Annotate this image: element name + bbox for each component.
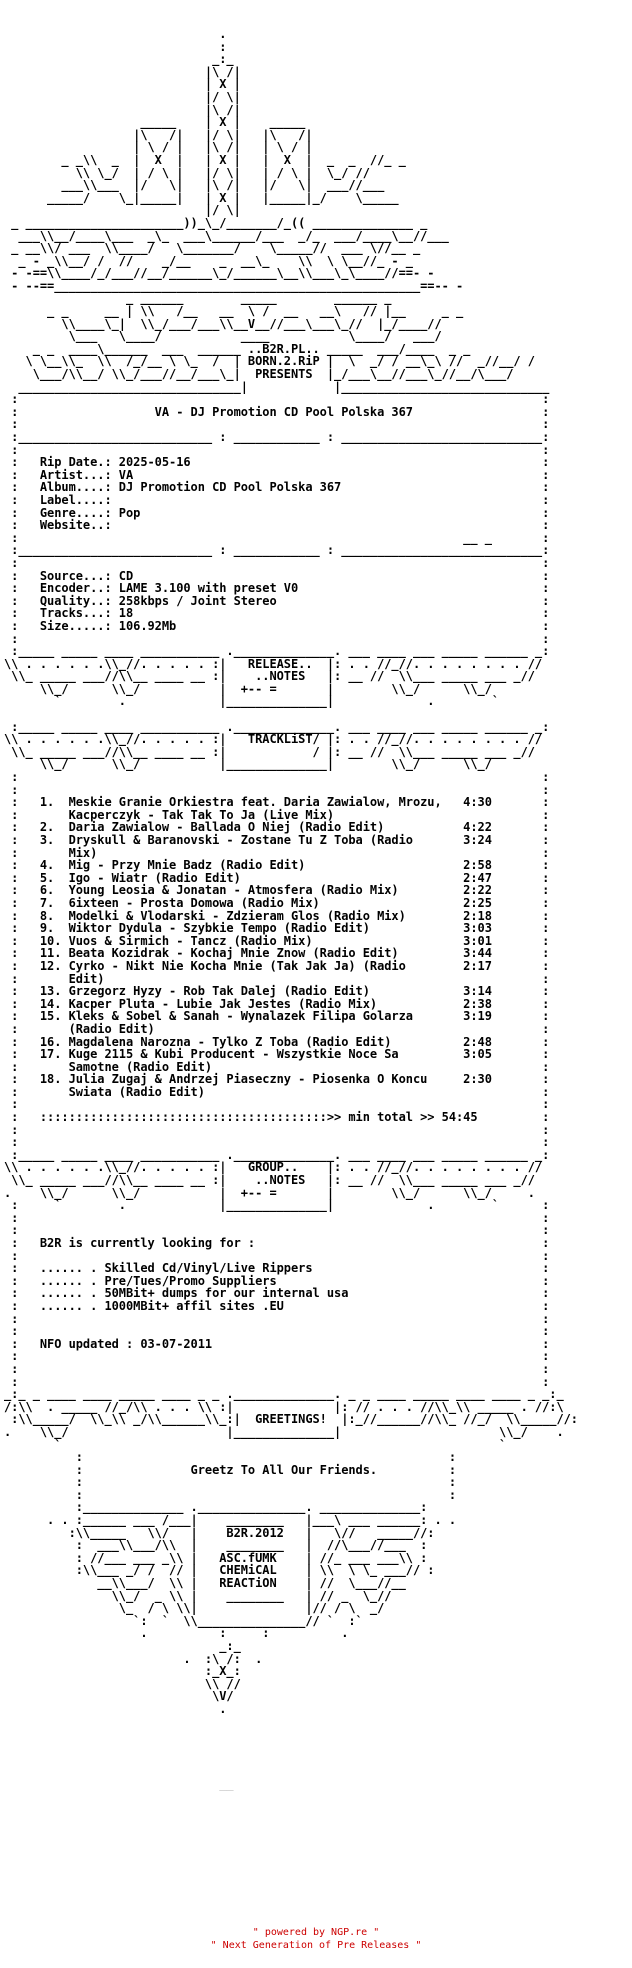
nfo-line: `: ` \\_______________// ` :`: [4, 1613, 363, 1628]
nfo-line: :___________________________ : ____________ : ____________________________:: [4, 543, 550, 558]
nfo-line: : Tracks...: 18 :: [4, 606, 550, 621]
nfo-line: : ...... . 1000MBit+ affil sites .EU :: [4, 1298, 550, 1313]
nfo-line: : 12. Cyrko - Nikt Nie Kocha Mnie (Tak Jak Ja) (Radio 2:17 :: [4, 958, 550, 973]
nfo-line: _____/ \_|_____| | X | |_____|_/ \_____: [4, 190, 399, 205]
nfo-line: : 11. Beata Kozidrak - Kochaj Mnie Znow (Radio Edit) 3:44 :: [4, 946, 550, 961]
nfo-line: : :: [4, 1223, 550, 1238]
nfo-line: : ...... . Skilled Cd/Vinyl/Live Rippers :: [4, 1261, 550, 1276]
nfo-line: _:_: [4, 52, 234, 67]
nfo-line: :: [4, 39, 227, 54]
nfo-line: : 17. Kuge 2115 & Kubi Producent - Wszystkie Noce Sa 3:05 :: [4, 1047, 550, 1062]
nfo-line: : :: [4, 555, 550, 570]
nfo-line: . . :______ ___ /___| ________ |___\ ___ ______: . .: [4, 1513, 457, 1528]
nfo-line: : 13. Grzegorz Hyzy - Rob Tak Dalej (Radio Edit) 3:14 :: [4, 984, 550, 999]
nfo-line: : :: [4, 782, 550, 797]
nfo-line: . :\ /: .: [4, 1651, 263, 1666]
nfo-line: _ ______________________))_\_/_______/_(( ______________ _: [4, 215, 428, 230]
nfo-line: : Edit) :: [4, 971, 550, 986]
nfo-line: _:_: [4, 1639, 241, 1653]
nfo-line: |\ /|: [4, 64, 241, 79]
nfo-line: \V/: [4, 1689, 234, 1704]
nfo-line: : //___ ___ _\\ | ASC.fUMK | //_ ___ ___\\ :: [4, 1550, 428, 1565]
nfo-line: : 7. 6ixteen - Prosta Domowa (Radio Mix) 2:25 :: [4, 895, 550, 910]
nfo-line: : :: [4, 1349, 550, 1364]
nfo-line: : Rip Date.: 2025-05-16 :: [4, 455, 550, 470]
nfo-line: : 9. Wiktor Dydula - Szybkie Tempo (Radio Edit) 3:03 :: [4, 921, 550, 936]
nfo-line: : :: [4, 1097, 550, 1112]
nfo-line: :_____ _____ ____ ___________ .______________. ___ ____ ___ _____ ______ _:: [4, 1147, 550, 1162]
nfo-line: ` . |______________| . `: [4, 694, 500, 709]
nfo-line: \\____\_| \\_/___/___\\__V__//___\___\_// |_/____//: [4, 316, 442, 331]
nfo-line: __\\___/ \\ | REACTiON | // \___//__: [4, 1576, 406, 1591]
nfo-line: : 6. Young Leosia & Jonatan - Atmosfera (Radio Mix) 2:22 :: [4, 883, 550, 898]
nfo-line: :\\___ _/ / // | CHEMiCAL | \\ \ \_ ___// :: [4, 1563, 435, 1578]
nfo-line: : :: [4, 1122, 550, 1137]
nfo-line: | X |: [4, 77, 241, 92]
nfo-line: : NFO updated : 03-07-2011 :: [4, 1336, 550, 1351]
nfo-line: \\_ _____ ___//\\__ ____ __ :| ..NOTES |: __ // \\___ _____ ___ _//: [4, 669, 535, 684]
nfo-line: . \\_/ |______________| \\_/ .: [4, 1424, 564, 1439]
nfo-line: \\ \_/ | / \ | |/ \| | / \ | \_/ //: [4, 165, 378, 180]
nfo-line: : Encoder..: LAME 3.100 with preset V0 :: [4, 581, 550, 596]
nfo-line: - -==\\____/_/___//__/______\_/______\__\\___\_\____//==- -: [4, 266, 435, 281]
footer-tagline: " Next Generation of Pre Releases ": [210, 1940, 422, 1951]
nfo-line: :_____ _____ ____ ___________ .______________. ___ ____ ___ _____ ______ _:: [4, 719, 550, 734]
nfo-line: \\_ _____ ___//\\__ ____ __ :| / |: __ // \\___ _____ ___ _//: [4, 744, 535, 759]
nfo-line: : :: [4, 1210, 550, 1225]
nfo-line: .: [4, 28, 227, 41]
nfo-line: : Label....: :: [4, 492, 550, 507]
nfo-line: . : : .: [4, 1626, 349, 1641]
nfo-line: : ...... . Pre/Tues/Promo Suppliers :: [4, 1273, 550, 1288]
nfo-line: _ - _\\__/ / // _/__ _ __\_ \\ \ \__//_ - _: [4, 253, 413, 268]
nfo-line: _______________________________| |_____________________________: [4, 379, 550, 394]
nfo-line: \\_/ _ \\ | ________ | // _ \_//: [4, 1588, 392, 1603]
nfo-line: :___________________________ : ____________ : ____________________________:: [4, 430, 550, 444]
nfo-line: : ` . |______________| . ` :: [4, 1198, 550, 1213]
nfo-line: | \ / | |\ /| | \ / |: [4, 140, 313, 155]
nfo-line: : :: [4, 1487, 457, 1502]
nfo-line: \_ / \ \\| |// / \ _/: [4, 1601, 385, 1616]
nfo-line: : ::::::::::::::::::::::::::::::::::::::::>> min total >> 54:45 :: [4, 1110, 550, 1125]
nfo-line: : Album....: DJ Promotion CD Pool Polska 367 :: [4, 480, 550, 495]
nfo-line: _ ______ _____ ______ _: [4, 291, 392, 306]
nfo-line: :______________ ._______________. ______________:: [4, 1500, 428, 1515]
nfo-line: : (Radio Edit) :: [4, 1021, 550, 1036]
nfo-line: : B2R is currently looking for : :: [4, 1236, 550, 1250]
nfo-line: : :: [4, 1475, 457, 1490]
nfo-line: : :: [4, 1374, 550, 1389]
nfo-line: : 1. Meskie Granie Orkiestra feat. Daria Zawialow, Mrozu, 4:30 :: [4, 795, 550, 810]
nfo-line: _____ | X | _____: [4, 115, 306, 130]
nfo-line: : Swiata (Radio Edit) :: [4, 1084, 550, 1099]
nfo-line: : Kacperczyk - Tak Tak To Ja (Live Mix) :: [4, 807, 550, 822]
nfo-line: /:\\ . _____ //_/\\ . . . \\ :| |: // . . . //\\_\\ _____ . //:\: [4, 1399, 564, 1414]
nfo-line: : ___\\___/\\ | ________ | //\___//___ :: [4, 1538, 428, 1553]
nfo-line: _ __\\/ ___ \\____/ \_______/ \_____// ___ \//__ _: [4, 241, 421, 256]
nfo-line: : 15. Kleks & Sobel & Sanah - Wynalazek Filipa Golarza 3:19 :: [4, 1009, 550, 1024]
nfo-line: - --==___________________________________________________==-- -: [4, 278, 464, 293]
nfo-line: _ _ __ | \\ /__ __ \ / __ __\ // |__ _ _: [4, 304, 464, 319]
nfo-line: \\ //: [4, 1676, 241, 1691]
nfo-line: _:_ _ ____ ____ _____ ____ _ _ .______________. _ _ ____ _____ ____ ____ _ _:_: [4, 1387, 564, 1402]
nfo-line: : Website..: :: [4, 518, 550, 533]
nfo-line: : :: [4, 1361, 550, 1376]
footer: [0, 1926, 632, 1952]
nfo-line: |\ /| |/ \| |\ /|: [4, 127, 313, 142]
nfo-line: |/ \|: [4, 203, 241, 218]
nfo-line: \___/\\__/ \\_/___//__/___\_| PRESENTS |_/___\__//___\_//__/\___/: [4, 367, 514, 382]
nfo-line: : Genre....: Pop :: [4, 505, 550, 520]
nfo-line: : 2. Daria Zawialow - Ballada O Niej (Radio Edit) 4:22 :: [4, 820, 550, 835]
nfo-line: : Mix) :: [4, 845, 550, 860]
nfo-line: : :: [4, 1135, 550, 1150]
nfo-ascii-art: [4, 28, 628, 1791]
nfo-line: \\_/ \\_/ | +-- = | \\_/ \\_/: [4, 681, 492, 696]
nfo-line: : :: [4, 442, 550, 457]
nfo-line: : Size.....: 106.92Mb :: [4, 618, 550, 633]
nfo-line: : Greetz To All Our Friends. :: [4, 1462, 457, 1477]
nfo-line: : 8. Modelki & Vlodarski - Zdzieram Glos (Radio Mix) 2:18 :: [4, 908, 550, 923]
nfo-line: : __ _ :: [4, 530, 550, 545]
nfo-line: : :: [4, 392, 550, 407]
nfo-line: |/ \|: [4, 89, 241, 104]
nfo-line: :_X_:: [4, 1664, 241, 1679]
nfo-line: : 4. Mig - Przy Mnie Badz (Radio Edit) 2:58 :: [4, 858, 550, 873]
nfo-line: : :: [4, 1248, 550, 1263]
nfo-line: : VA - DJ Promotion CD Pool Polska 367 :: [4, 404, 550, 419]
nfo-line: \\ . . . . . .\\_//. . . . . :| GROUP.. |: . . //_//. . . . . . . . //: [4, 1160, 543, 1175]
nfo-line: _ _ ____\______ ___ ______ ..B2R.PL.. _____ ___/____ _ _: [4, 341, 471, 356]
nfo-line: : 3. Dryskull & Baranovski - Zostane Tu Z Toba (Radio 3:24 :: [4, 833, 550, 847]
nfo-line: :_____ _____ ____ ___________ .______________. ___ ____ ___ _____ ______ _:: [4, 644, 550, 659]
nfo-line: \ \__\\_ \\ /_/__ \ \_ / | BORN.2.RiP | \ _/ / __\_\ // _//__/ /: [4, 354, 535, 369]
nfo-line: :\\_____/ \\_\\ _/\\______\\_:| GREETINGS! |:_//______//\\_ //_/ \\_____//:: [4, 1412, 586, 1427]
nfo-line: : ...... . 50MBit+ dumps for our internal usa :: [4, 1286, 550, 1301]
nfo-line: . \\_/ \\_/ | +-- = | \\_/ \\_/ .: [4, 1185, 535, 1200]
nfo-line: \___ \____/ ____ \____/ ___/: [4, 329, 442, 344]
nfo-line: ___\\__/____\___ _\_ ___\______/___ _/_ ___/____\__//___: [4, 228, 449, 243]
nfo-line: : 16. Magdalena Narozna - Tylko Z Toba (Radio Edit) 2:48 :: [4, 1034, 550, 1049]
nfo-line: : :: [4, 1324, 550, 1339]
nfo-line: \\_ _____ ___//\\__ ____ __ :| ..NOTES |: __ // \\___ _____ ___ _//: [4, 1173, 535, 1188]
nfo-line: : :: [4, 417, 550, 432]
nfo-line: : Artist...: VA :: [4, 467, 550, 482]
nfo-line: _ _\\ _ | X | | X | | X | _ _ //_ _: [4, 152, 406, 167]
nfo-line: ` `: [4, 1437, 507, 1452]
nfo-line: : 18. Julia Zugaj & Andrzej Piaseczny - Piosenka O Koncu 2:30 :: [4, 1072, 550, 1087]
nfo-line: : Source...: CD :: [4, 568, 550, 583]
nfo-line: : 10. Vuos & Sirmich - Tancz (Radio Mix) 3:01 :: [4, 933, 550, 948]
nfo-line: __: [4, 1777, 234, 1792]
nfo-line: : Samotne (Radio Edit) :: [4, 1059, 550, 1074]
nfo-line: \\_/ \\_/ |______________| \\_/ \\_/: [4, 757, 492, 772]
nfo-line: \\ . . . . . .\\_//. . . . . :| RELEASE.. |: . . //_//. . . . . . . . //: [4, 656, 543, 671]
nfo-line: \\ . . . . . .\\_//. . . . . :| TRACKLiST/ |: . . //_//. . . . . . . . //: [4, 732, 543, 747]
nfo-line: : :: [4, 1311, 550, 1326]
nfo-line: : 5. Igo - Wiatr (Radio Edit) 2:47 :: [4, 870, 550, 885]
nfo-line: |\ /|: [4, 102, 241, 117]
nfo-line: : :: [4, 1450, 457, 1465]
nfo-line: : 14. Kacper Pluta - Lubie Jak Jestes (Radio Mix) 2:38 :: [4, 996, 550, 1011]
nfo-line: :\\_____ \\/ | B2R.2012 | \// _____//:: [4, 1525, 435, 1540]
nfo-line: : Quality..: 258kbps / Joint Stereo :: [4, 593, 550, 608]
nfo-line: : :: [4, 770, 550, 785]
nfo-line: .: [4, 1701, 227, 1716]
nfo-line: ___\\___ |/ \| |\ /| |/ \| ___//___: [4, 178, 385, 193]
nfo-line: : :: [4, 631, 550, 646]
footer-powered-by: " powered by NGP.re ": [252, 1927, 380, 1938]
